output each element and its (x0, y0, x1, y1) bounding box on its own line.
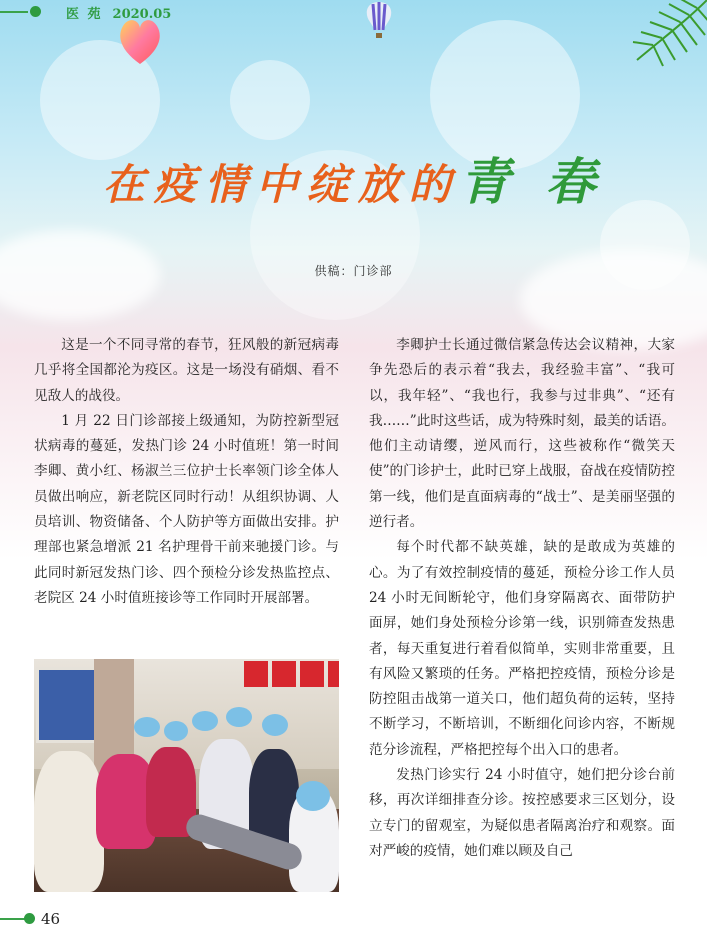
title-main: 在疫情中绽放的 (102, 160, 460, 209)
training-photo (34, 659, 339, 892)
photo-banner (328, 661, 339, 687)
header-rule (0, 11, 28, 13)
running-header (66, 3, 171, 22)
palm-leaf-icon (617, 0, 707, 70)
paragraph: 这是一个不同寻常的春节，狂风般的新冠病毒几乎将全国都沦为疫区。这是一场没有硝烟、看不见敌人的战役。 (34, 337, 339, 404)
hot-air-balloon-icon (362, 0, 396, 40)
right-column (369, 333, 675, 864)
left-column (34, 333, 339, 611)
paragraph: 1 月 22 日门诊部接上级通知，为防控新型冠状病毒的蔓延，发热门诊 24 小时值班！第一时间李卿、黄小红、杨淑兰三位护士长率领门诊全体人员做出响应，新老院区同时行动！从组织协调、人员培训、物资储备、个人防护等方面做出安排。护理部也紧急增派 21 名护理骨干前来驰援门诊。与此同时新冠发热门诊、四个预检分诊发热监控点、老院区 24 小时值班接诊等工作同时开展部署。 (34, 412, 339, 606)
photo-cap (164, 721, 188, 741)
magazine-name: 医 苑 (66, 7, 103, 22)
issue-date: 2020.05 (112, 7, 172, 22)
photo-banner (300, 661, 324, 687)
photo-cap (134, 717, 160, 737)
paragraph: 每个时代都不缺英雄，缺的是敢成为英雄的心。为了有效控制疫情的蔓延，预检分诊工作人员 24 小时无间断轮守，他们身穿隔离衣、面带防护面屏，她们身处预检分诊第一线，识别筛查发热患者，每天重复进行着看似简单，实则非常重要，且有风险又繁琐的任务。严格把控疫情，预检分诊是防控阻击战第一道关口，他们超负荷的运转，坚持不断学习，不断培训，不断细化问诊内容，不断规范分诊流程，严格把控每个出入口的患者。 (369, 539, 675, 758)
page-number: 46 (41, 910, 61, 928)
article-title (0, 142, 707, 214)
title-accent: 青 春 (459, 152, 605, 211)
article-credit: 供稿：门诊部 (314, 264, 393, 278)
bokeh-bubble (230, 60, 310, 140)
photo-window (36, 667, 98, 743)
header-dot (30, 6, 41, 17)
photo-cap (192, 711, 218, 731)
paragraph: 李卿护士长通过微信紧急传达会议精神，大家争先恐后的表示着“我去，我经验丰富”、“我可以，我年轻”、“我也行，我参与过非典”、“还有我……”此时这些话，成为特殊时刻，最美的话语。他们主动请缨，逆风而行，这些被称作“微笑天使”的门诊护士，此时已穿上战服，奋战在疫情防控第一线，他们是直面病毒的“战士”、是美丽坚强的逆行者。 (369, 337, 676, 531)
photo-cap (262, 714, 288, 736)
photo-cap (296, 781, 330, 811)
photo-cap (226, 707, 252, 727)
photo-person (34, 751, 104, 892)
footer-dot (24, 913, 35, 924)
paragraph: 发热门诊实行 24 小时值守，她们把分诊台前移，再次详细排查分诊。按控感要求三区划分，设立专门的留观室，为疑似患者隔离治疗和观察。面对严峻的疫情，她们难以顾及自己 (369, 767, 675, 859)
photo-banner (272, 661, 296, 687)
photo-banner (244, 661, 268, 687)
